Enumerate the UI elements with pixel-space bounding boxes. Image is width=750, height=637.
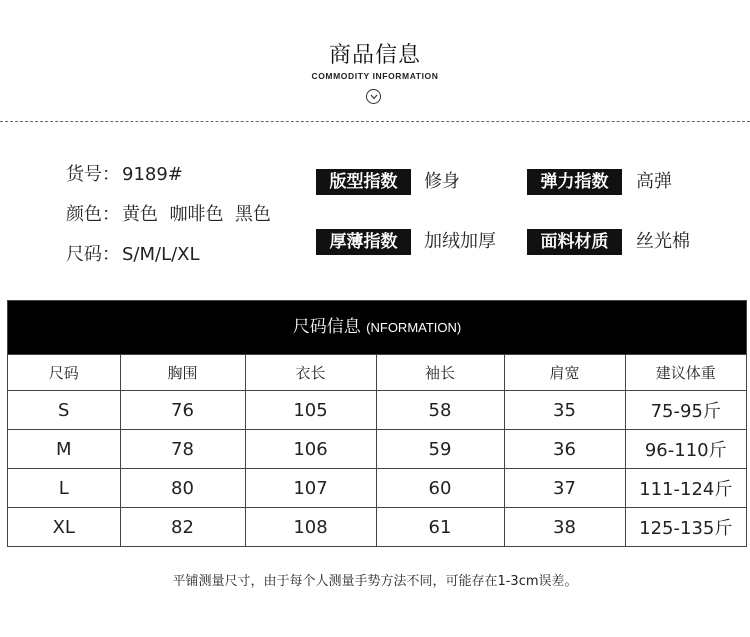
- section-divider: [0, 121, 750, 122]
- table-cell: 75-95斤: [625, 391, 746, 430]
- measurement-note: 平铺测量尺寸，由于每个人测量手势方法不同，可能存在1-3cm误差。: [172, 574, 578, 589]
- table-cell: 78: [120, 430, 245, 469]
- color-label: 颜色：: [66, 204, 120, 225]
- table-cell: 107: [245, 469, 376, 508]
- table-cell: M: [8, 430, 120, 469]
- size-label: 尺码：: [66, 244, 120, 265]
- column-header: 尺码: [8, 355, 120, 391]
- table-cell: 60: [376, 469, 504, 508]
- size-table-header: [8, 301, 746, 354]
- table-cell: 36: [504, 430, 625, 469]
- table-cell: L: [8, 469, 120, 508]
- size-table-title: 尺码信息: [292, 317, 361, 337]
- table-cell: 125-135斤: [625, 508, 746, 547]
- table-cell: 96-110斤: [625, 430, 746, 469]
- size-info: [66, 240, 200, 266]
- table-cell: 111-124斤: [625, 469, 746, 508]
- table-row: [8, 391, 746, 430]
- table-cell: 59: [376, 430, 504, 469]
- table-row: [8, 508, 746, 547]
- item-number-label: 货号：: [66, 164, 120, 185]
- table-cell: 35: [504, 391, 625, 430]
- table-cell: 58: [376, 391, 504, 430]
- page-subtitle: COMMODITY INFORMATION: [311, 71, 439, 81]
- table-cell: 76: [120, 391, 245, 430]
- size-table-title-en: (NFORMATION): [366, 320, 462, 335]
- table-cell: 105: [245, 391, 376, 430]
- column-header: 胸围: [120, 355, 245, 391]
- thickness-index-badge: 厚薄指数: [316, 229, 411, 255]
- column-header: 袖长: [376, 355, 504, 391]
- table-cell: S: [8, 391, 120, 430]
- chevron-down-icon: [366, 89, 381, 104]
- size-table-grid: [8, 354, 746, 546]
- table-cell: XL: [8, 508, 120, 547]
- size-value: S/M/L/XL: [122, 244, 200, 265]
- item-number-value: 9189#: [122, 164, 183, 185]
- color-info: [66, 200, 271, 226]
- table-header-row: [8, 355, 746, 391]
- column-header: 肩宽: [504, 355, 625, 391]
- color-value: 黄色 咖啡色 黑色: [122, 204, 271, 225]
- page-title: 商品信息: [328, 43, 421, 68]
- elasticity-index-value: 高弹: [636, 171, 672, 192]
- table-cell: 37: [504, 469, 625, 508]
- table-cell: 80: [120, 469, 245, 508]
- column-header: 建议体重: [625, 355, 746, 391]
- table-row: [8, 430, 746, 469]
- elasticity-index-badge: 弹力指数: [527, 169, 622, 195]
- thickness-index-value: 加绒加厚: [424, 231, 496, 252]
- table-cell: 82: [120, 508, 245, 547]
- table-row: [8, 469, 746, 508]
- fit-index-badge: 版型指数: [316, 169, 411, 195]
- fabric-badge: 面料材质: [527, 229, 622, 255]
- table-cell: 108: [245, 508, 376, 547]
- column-header: 衣长: [245, 355, 376, 391]
- item-number: [66, 160, 183, 186]
- fit-index-value: 修身: [424, 171, 460, 192]
- size-table: [7, 300, 747, 547]
- table-cell: 38: [504, 508, 625, 547]
- table-cell: 106: [245, 430, 376, 469]
- table-cell: 61: [376, 508, 504, 547]
- fabric-value: 丝光棉: [636, 231, 690, 252]
